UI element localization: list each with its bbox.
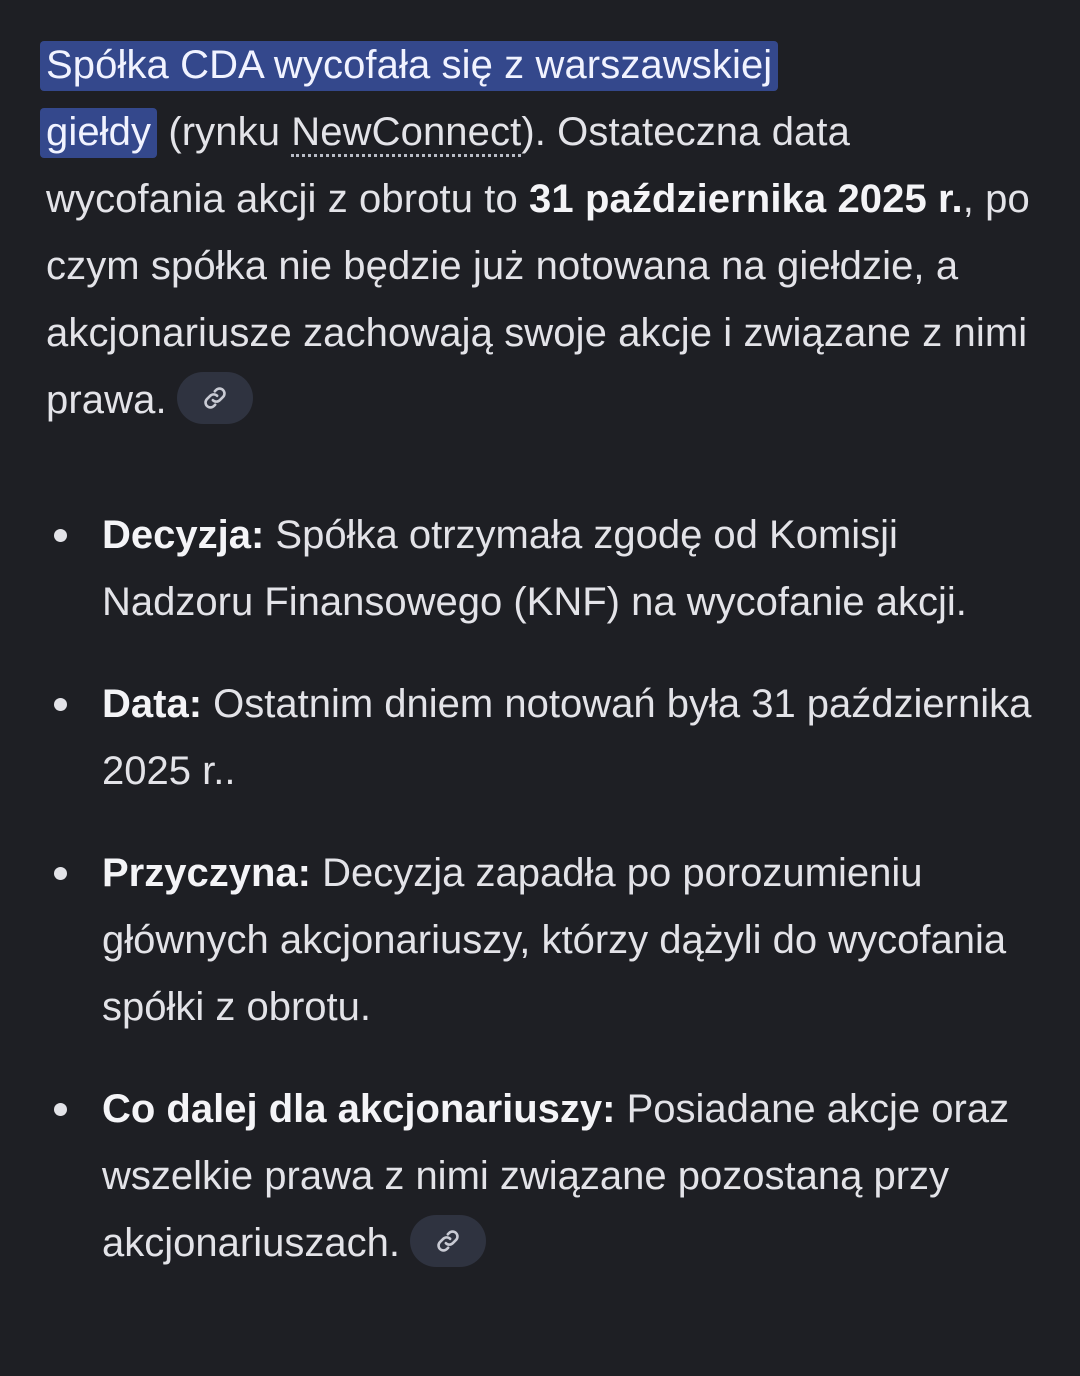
list-item (46, 1076, 1034, 1277)
intro-paragraph (46, 32, 1034, 434)
link-icon (202, 385, 228, 411)
bullet-dot (54, 529, 67, 542)
link-icon (435, 1228, 461, 1254)
facts-list (46, 502, 1034, 1277)
fact-text: Ostatnim dniem notowań była 31 października 2025 r.. (102, 682, 1032, 793)
newconnect-link[interactable]: NewConnect (291, 110, 521, 157)
bullet-dot (54, 867, 67, 880)
intro-text-before-link: (rynku (157, 110, 292, 154)
fact-text: Posiadane akcje oraz wszelkie prawa z nimi związane pozostaną przy akcjonariuszach. (102, 1087, 1010, 1265)
bullet-dot (54, 1103, 67, 1116)
fact-text: Decyzja zapadła po porozumieniu głównych akcjonariuszy, którzy dążyli do wycofania spółki z obrotu. (102, 851, 1007, 1029)
bullet-dot (54, 698, 67, 711)
source-link-chip[interactable] (177, 372, 253, 424)
fact-label: Decyzja: (102, 513, 265, 557)
intro-bold-date: 31 października 2025 r. (529, 177, 963, 221)
fact-label: Przyczyna: (102, 851, 311, 895)
list-item (46, 840, 1034, 1041)
fact-label: Co dalej dla akcjonariuszy: (102, 1087, 616, 1131)
list-item (46, 671, 1034, 805)
fact-label: Data: (102, 682, 203, 726)
source-link-chip[interactable] (410, 1215, 486, 1267)
highlight-line-2: giełdy (46, 110, 152, 154)
highlight-line-1: Spółka CDA wycofała się z warszawskiej (46, 43, 773, 87)
intro-text-end: , po czym spółka nie będzie już notowana na giełdzie, a akcjonariusze zachowają swoje akcje i związane z nimi prawa. (46, 177, 1030, 422)
list-item (46, 502, 1034, 636)
intro-text-after-link: ). Ostateczna data wycofania akcji z obrotu to (46, 110, 850, 221)
fact-text: Spółka otrzymała zgodę od Komisji Nadzoru Finansowego (KNF) na wycofanie akcji. (102, 513, 967, 624)
